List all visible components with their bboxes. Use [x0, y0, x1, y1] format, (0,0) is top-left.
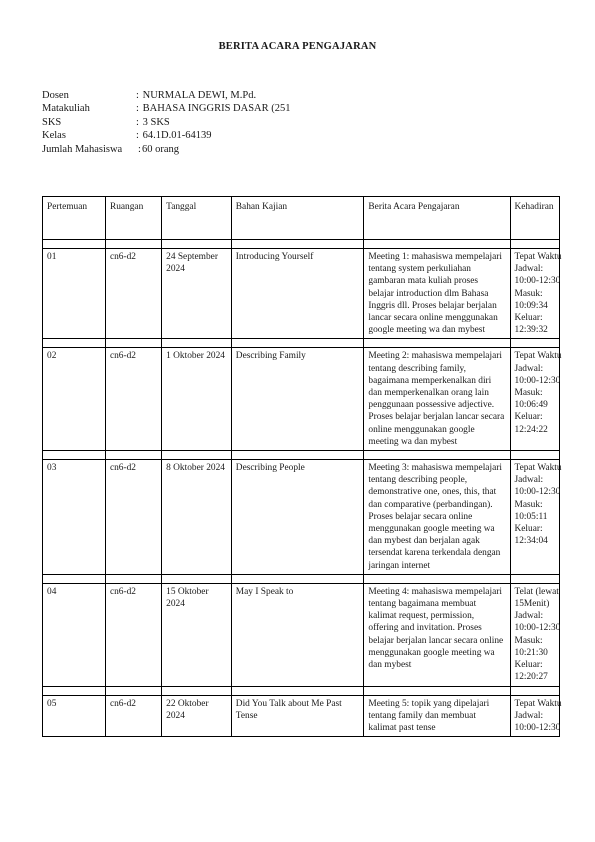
attendance-line: 10:00-12:30	[514, 623, 561, 634]
attendance-line: Tepat Waktu	[514, 463, 562, 474]
attendance-line: Jadwal:	[514, 710, 544, 721]
spacer-cell	[510, 240, 560, 249]
spacer-cell	[231, 339, 364, 348]
room: cn6-d2	[105, 583, 161, 686]
room: cn6-d2	[105, 695, 161, 737]
teaching-report: Meeting 1: mahasiswa mempelajari tentang system perkuliahan gambaran mata kuliah proses belajar introduction dlm Bahasa Inggris dll. Proses belajar berjalan lancar secara online menggunakan google meeting wa dan mybest	[364, 249, 510, 339]
attendance-line: Keluar:	[514, 313, 543, 324]
attendance-line: 12:34:04	[514, 536, 548, 547]
attendance-line: 12:39:32	[514, 325, 548, 336]
attendance	[510, 583, 560, 686]
date: 22 Oktober 2024	[162, 695, 232, 737]
table-row	[43, 695, 560, 737]
attendance-line: Tepat Waktu	[514, 252, 562, 262]
attendance-line: Masuk:	[514, 499, 543, 510]
attendance-line: 10:00-12:30	[514, 276, 561, 287]
info-label: Jumlah Mahasiswa	[42, 143, 123, 155]
date: 24 September 2024	[162, 249, 232, 339]
attendance-line: Masuk:	[514, 288, 543, 299]
room: cn6-d2	[105, 460, 161, 575]
attendance-line: Tepat Waktu	[514, 351, 562, 362]
teaching-report: Meeting 2: mahasiswa mempelajari tentang describing family, bagaimana memperkenalkan diri dan memperkenalkan orang lain penggunaan possessive adjective. Proses belajar berjalan lancar secara online menggunakan google meeting wa dan mybest	[364, 348, 510, 451]
attendance-line: Keluar:	[514, 660, 543, 671]
info-value: 3 SKS	[140, 116, 170, 128]
meeting-number: 02	[43, 348, 106, 451]
header-kehadiran: Kehadiran	[510, 197, 560, 240]
meeting-number: 03	[43, 460, 106, 575]
table-header-row	[43, 197, 560, 240]
teaching-report: Meeting 3: mahasiswa mempelajari tentang describing people, demonstrative one, ones, this, that dan comparative (perbandingan). Proses belajar secara online menggunakan google meeting wa dan mybest dan berjalan agak tersendat karena terkendala dengan jaringan internet	[364, 460, 510, 575]
attendance-line: Keluar:	[514, 412, 543, 423]
info-value: 64.1D.01-64139	[140, 130, 212, 142]
attendance-line: Masuk:	[514, 635, 543, 646]
teaching-report: Meeting 5: topik yang dipelajari tentang family dan membuat kalimat past tense	[364, 695, 510, 737]
spacer-cell	[510, 574, 560, 583]
header-berita-acara: Berita Acara Pengajaran	[364, 197, 510, 240]
topic: Describing People	[231, 460, 364, 575]
course-info	[42, 89, 291, 156]
info-separator: :	[138, 143, 141, 155]
spacer-cell	[510, 339, 560, 348]
date: 8 Oktober 2024	[162, 460, 232, 575]
info-separator: :	[136, 103, 139, 115]
topic: Describing Family	[231, 348, 364, 451]
attendance	[510, 348, 560, 451]
info-row	[42, 129, 291, 142]
spacer-cell	[364, 240, 510, 249]
meeting-number: 04	[43, 583, 106, 686]
table-row	[43, 460, 560, 575]
attendance-line: 10:00-12:30	[514, 375, 561, 386]
attendance-line: Jadwal:	[514, 264, 544, 275]
attendance-line: 10:00-12:30	[514, 722, 561, 733]
attendance-line: 12:24:22	[514, 424, 548, 435]
info-row	[42, 89, 291, 102]
spacer-cell	[105, 339, 161, 348]
spacer-cell	[162, 686, 232, 695]
header-bahan-kajian: Bahan Kajian	[231, 197, 364, 240]
attendance	[510, 460, 560, 575]
attendance-line: Telat (lewat	[514, 586, 559, 597]
spacer-cell	[364, 451, 510, 460]
info-value: NURMALA DEWI, M.Pd.	[140, 90, 257, 101]
topic: Did You Talk about Me Past Tense	[231, 695, 364, 737]
topic: May I Speak to	[231, 583, 364, 686]
attendance-line: Jadwal:	[514, 363, 544, 374]
attendance	[510, 249, 560, 339]
info-label: SKS	[42, 116, 62, 128]
attendance-line: 10:00-12:30	[514, 487, 561, 498]
spacer-cell	[43, 451, 106, 460]
spacer-cell	[510, 451, 560, 460]
header-tanggal: Tanggal	[162, 197, 232, 240]
teaching-record-table	[42, 196, 560, 737]
info-value: BAHASA INGGRIS DASAR (251	[140, 103, 291, 115]
row-spacer	[43, 686, 560, 695]
spacer-cell	[231, 686, 364, 695]
attendance-line: Tepat Waktu	[514, 698, 562, 709]
info-row	[42, 102, 291, 115]
spacer-cell	[105, 686, 161, 695]
spacer-cell	[43, 574, 106, 583]
attendance-line: 10:21:30	[514, 647, 548, 658]
attendance-line: 15Menit)	[514, 599, 550, 610]
meeting-number: 05	[43, 695, 106, 737]
info-separator: :	[136, 130, 139, 142]
spacer-cell	[364, 339, 510, 348]
header-pertemuan: Pertemuan	[43, 197, 106, 240]
info-row	[42, 143, 291, 156]
info-separator: :	[136, 116, 139, 128]
date: 1 Oktober 2024	[162, 348, 232, 451]
spacer-cell	[162, 451, 232, 460]
row-spacer	[43, 574, 560, 583]
row-spacer	[43, 451, 560, 460]
meeting-number: 01	[43, 249, 106, 339]
spacer-cell	[105, 240, 161, 249]
attendance-line: Keluar:	[514, 524, 543, 535]
spacer-cell	[510, 686, 560, 695]
row-spacer	[43, 240, 560, 249]
attendance-line: 10:06:49	[514, 400, 548, 411]
spacer-cell	[43, 339, 106, 348]
table-row	[43, 249, 560, 339]
spacer-cell	[231, 240, 364, 249]
table-row	[43, 348, 560, 451]
info-label: Matakuliah	[42, 103, 90, 115]
document-title: BERITA ACARA PENGAJARAN	[218, 41, 377, 52]
spacer-cell	[231, 574, 364, 583]
attendance-line: Jadwal:	[514, 611, 544, 622]
info-value: 60 orang	[142, 143, 180, 155]
spacer-cell	[105, 451, 161, 460]
attendance	[510, 695, 560, 737]
room: cn6-d2	[105, 348, 161, 451]
attendance-line: Masuk:	[514, 388, 543, 399]
teaching-report: Meeting 4: mahasiswa mempelajari tentang bagaimana membuat kalimat request, permission, offering and invitation. Proses belajar berjalan lancar secara online menggunakan google meeting wa dan mybest	[364, 583, 510, 686]
room: cn6-d2	[105, 249, 161, 339]
spacer-cell	[105, 574, 161, 583]
spacer-cell	[162, 240, 232, 249]
spacer-cell	[364, 574, 510, 583]
header-ruangan: Ruangan	[105, 197, 161, 240]
info-label: Dosen	[42, 90, 69, 101]
attendance-line: 12:20:27	[514, 672, 548, 683]
spacer-cell	[231, 451, 364, 460]
info-separator: :	[136, 90, 139, 101]
info-row	[42, 116, 291, 129]
spacer-cell	[162, 339, 232, 348]
attendance-line: 10:05:11	[514, 511, 548, 522]
spacer-cell	[43, 240, 106, 249]
spacer-cell	[162, 574, 232, 583]
table-row	[43, 583, 560, 686]
spacer-cell	[364, 686, 510, 695]
attendance-line: 10:09:34	[514, 300, 548, 311]
date: 15 Oktober 2024	[162, 583, 232, 686]
spacer-cell	[43, 686, 106, 695]
info-label: Kelas	[42, 130, 66, 142]
topic: Introducing Yourself	[231, 249, 364, 339]
attendance-line: Jadwal:	[514, 475, 544, 486]
row-spacer	[43, 339, 560, 348]
